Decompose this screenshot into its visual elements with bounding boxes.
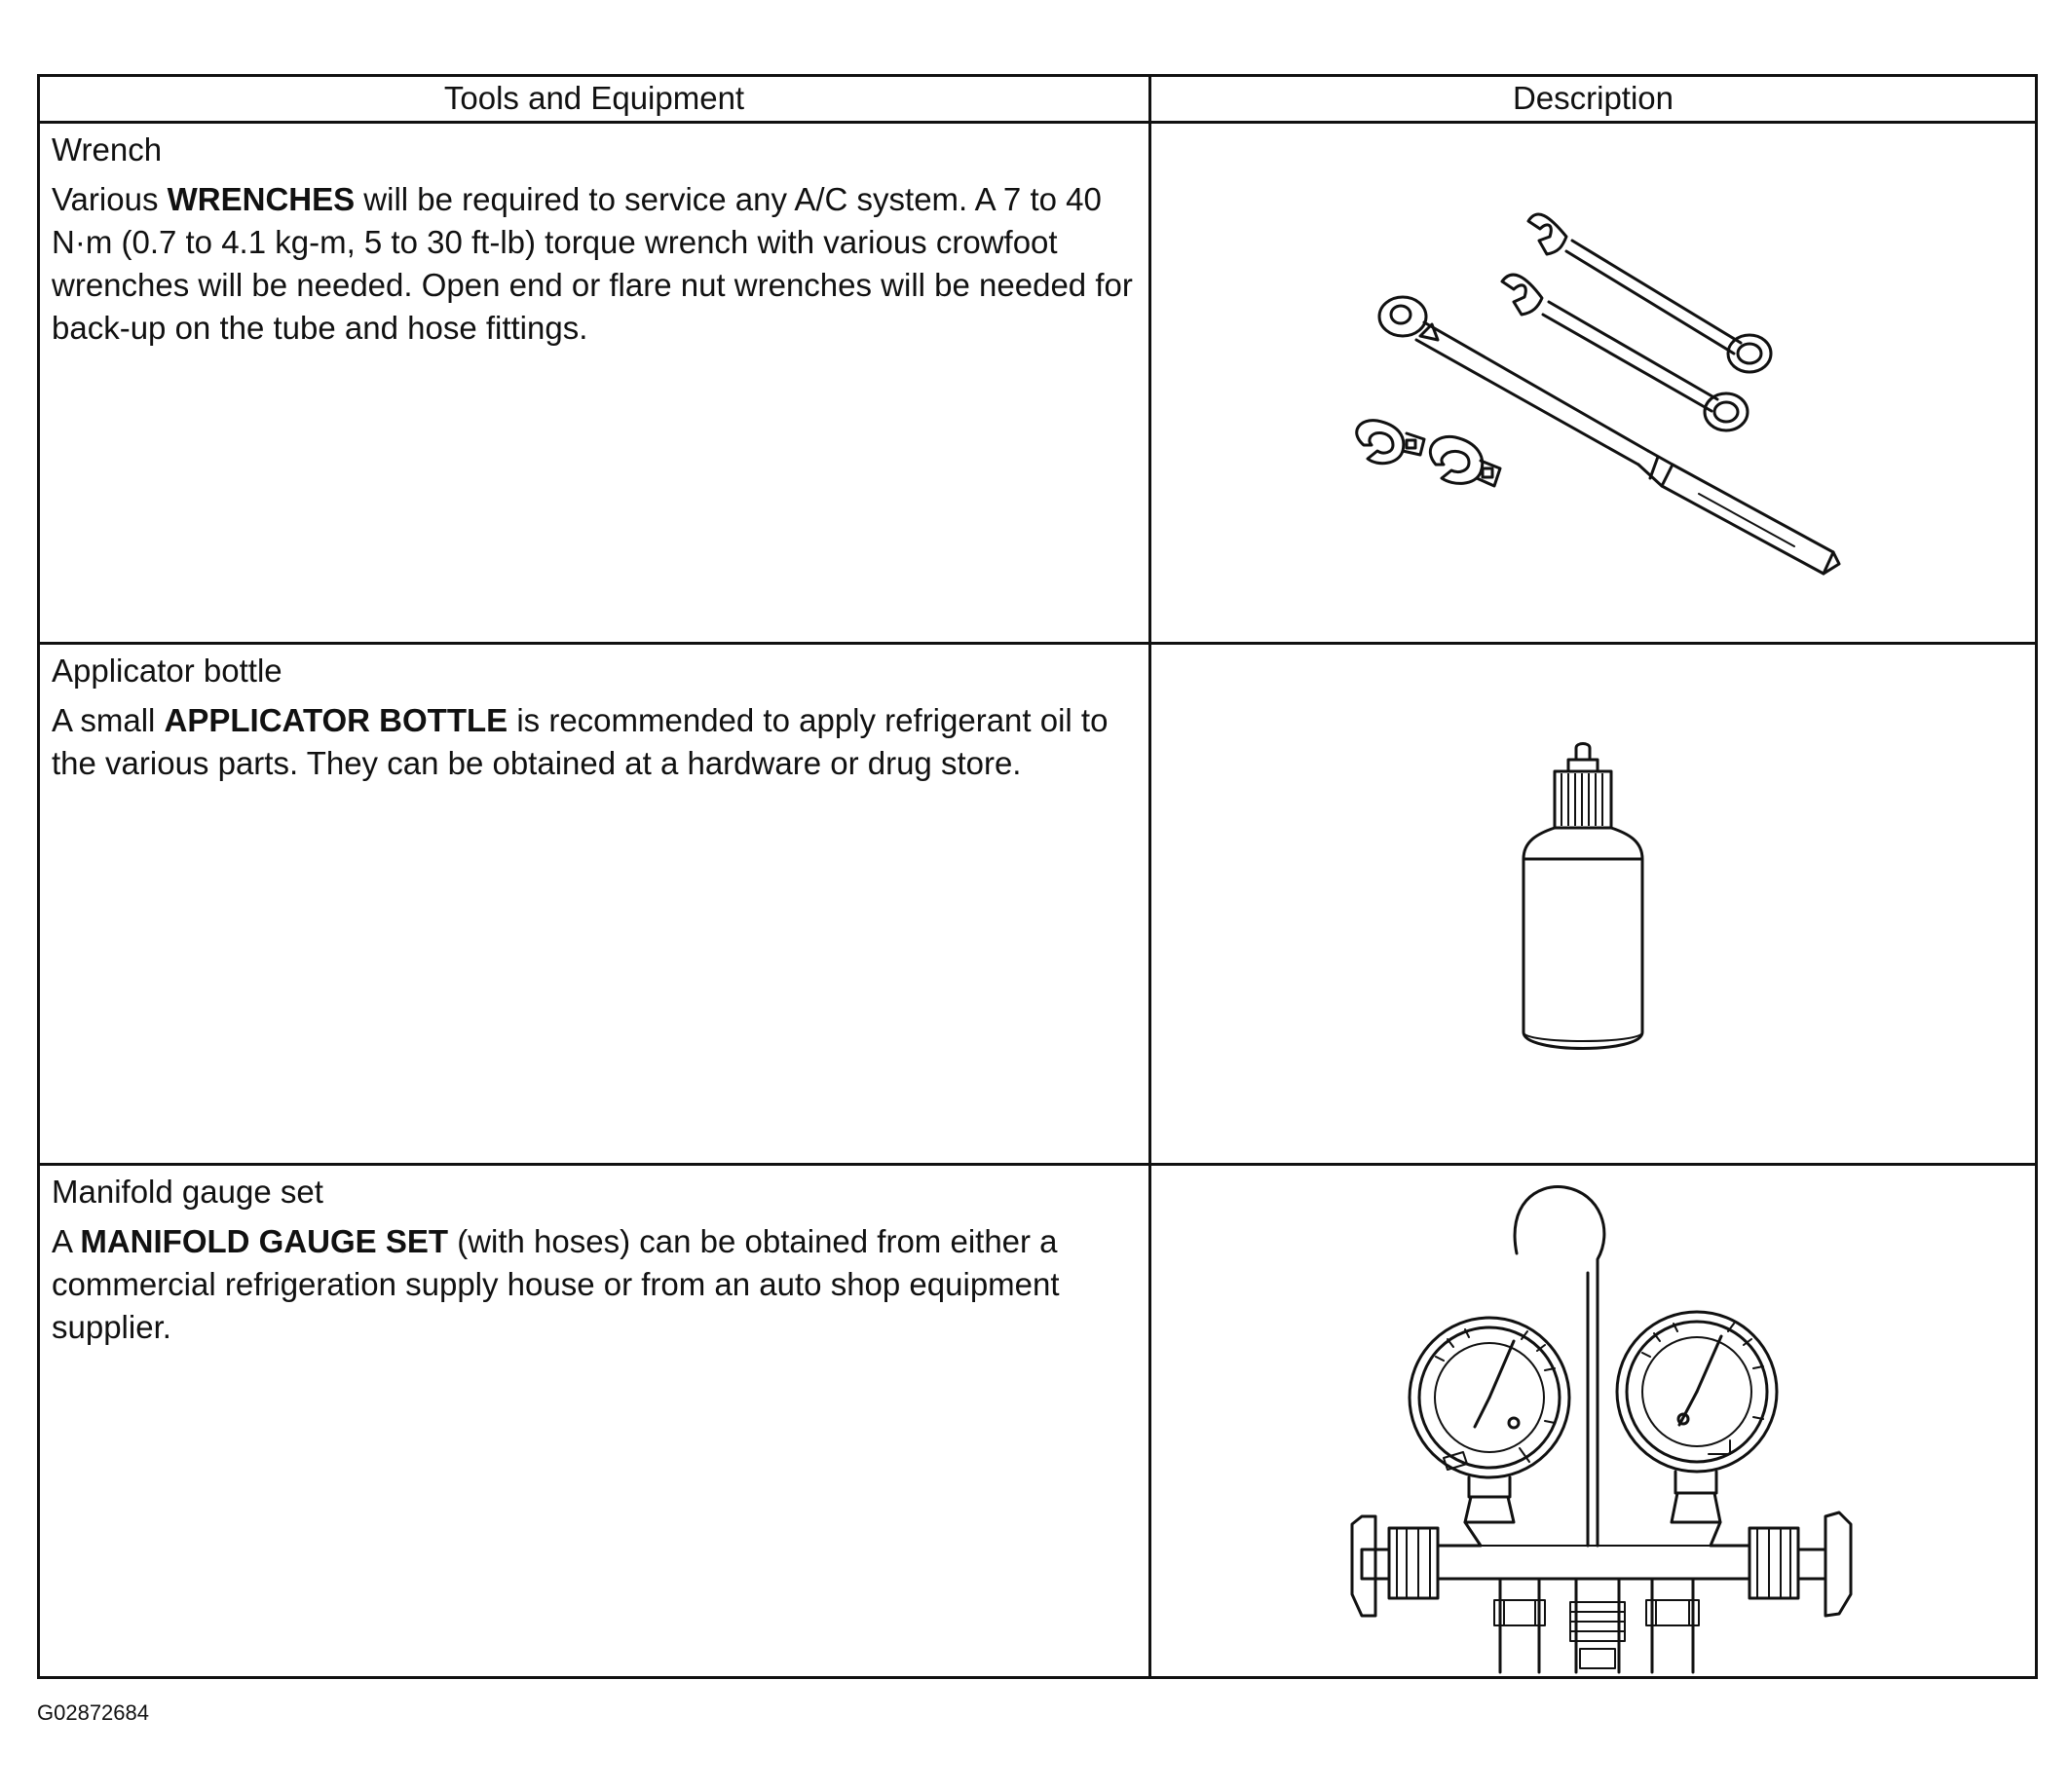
item-title-manifold-gauge-set: Manifold gauge set: [52, 1174, 323, 1210]
crowfoot-wrench-icon: [1430, 436, 1500, 486]
row-image-cell: [1151, 124, 2035, 642]
row-image-cell: [1151, 645, 2035, 1163]
item-keyword-applicator-bottle: APPLICATOR BOTTLE: [164, 702, 508, 738]
right-valve-knob-icon: [1749, 1512, 1851, 1616]
wrench-set-illustration: [1151, 124, 2035, 645]
hose-fitting-icon: [1646, 1579, 1699, 1672]
tools-table: [37, 74, 2038, 1679]
hose-fitting-icon: [1494, 1579, 1545, 1672]
row-image-cell: [1151, 1166, 2035, 1676]
item-title-applicator-bottle: Applicator bottle: [52, 653, 282, 689]
item-keyword-manifold-gauge-set: MANIFOLD GAUGE SET: [80, 1223, 449, 1259]
hose-fitting-icon: [1570, 1579, 1625, 1672]
low-pressure-gauge-icon: [1410, 1318, 1569, 1522]
figure-id: G02872684: [37, 1700, 149, 1725]
row-text-cell: [52, 1172, 1133, 1349]
item-description-wrench: Various WRENCHES will be required to service any A/C system. A 7 to 40 N·m (0.7 to 4.1 kg-m, 5 to 30 ft-lb) torque wrench with various crowfoot wrenches will be needed. Open end or flare nut wrenches will be needed for back-up on the tube and hose fittings.: [52, 181, 1133, 346]
manifold-gauge-set-illustration: [1151, 1166, 2035, 1676]
crowfoot-wrench-icon: [1357, 421, 1424, 464]
table-row-manifold-gauge-set: [40, 1166, 2035, 1676]
high-pressure-gauge-icon: [1617, 1312, 1777, 1522]
combination-wrench-upper-icon: [1528, 214, 1771, 372]
left-valve-knob-icon: [1352, 1516, 1438, 1616]
item-title-wrench: Wrench: [52, 131, 163, 168]
table-row-applicator-bottle: [40, 645, 2035, 1166]
table-row-wrench: [40, 124, 2035, 645]
item-description-manifold-gauge-set: A MANIFOLD GAUGE SET (with hoses) can be obtained from either a commercial refrigeration supply house or from an auto shop equipment supplier.: [52, 1223, 1060, 1345]
row-text-cell: [52, 130, 1133, 350]
applicator-bottle-illustration: [1151, 645, 2035, 1166]
row-text-cell: [52, 651, 1133, 785]
header-description: Description: [1512, 80, 1674, 116]
table-header-row: [40, 77, 2035, 124]
item-description-applicator-bottle: A small APPLICATOR BOTTLE is recommended to apply refrigerant oil to the various parts. They can be obtained at a hardware or drug store.: [52, 702, 1109, 781]
item-keyword-wrench: WRENCHES: [167, 181, 356, 217]
header-tools-and-equipment: Tools and Equipment: [443, 80, 745, 116]
